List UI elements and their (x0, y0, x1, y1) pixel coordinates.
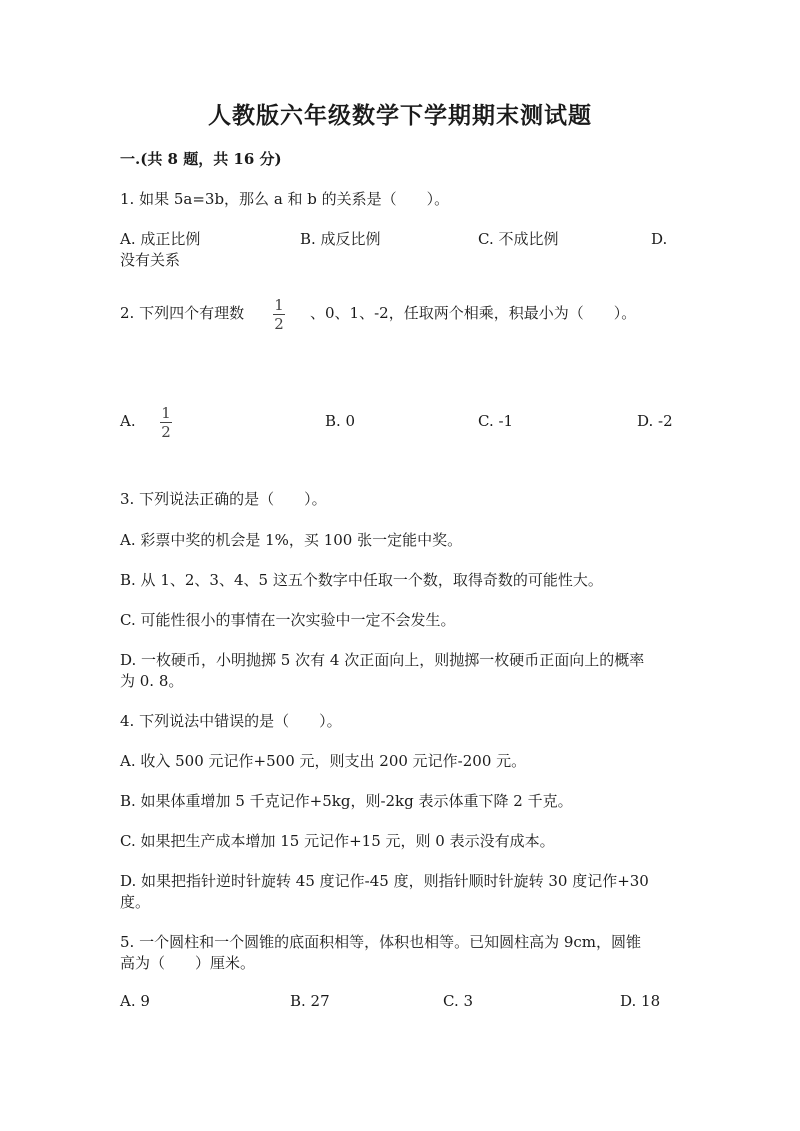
question-4-option-c: C. 如果把生产成本增加 15 元记作+15 元，则 0 表示没有成本。 (120, 832, 555, 850)
question-4-stem: 4. 下列说法中错误的是（ ）。 (120, 712, 342, 730)
question-1-option-d: D. (651, 230, 668, 248)
question-1-option-a: A. 成正比例 (120, 230, 201, 248)
question-5-option-d: D. 18 (620, 992, 661, 1010)
fraction-denominator: 2 (274, 315, 284, 333)
question-3-option-c: C. 可能性很小的事情在一次实验中一定不会发生。 (120, 611, 456, 629)
question-1-option-c: C. 不成比例 (478, 230, 559, 248)
fraction-numerator: 1 (274, 296, 284, 314)
section-heading: 一.(共 8 题，共 16 分) (120, 150, 282, 168)
question-4-option-b: B. 如果体重增加 5 千克记作+5kg，则-2kg 表示体重下降 2 千克。 (120, 792, 573, 810)
question-5-option-a: A. 9 (120, 992, 150, 1010)
question-4-option-a: A. 收入 500 元记作+500 元，则支出 200 元记作-200 元。 (120, 752, 527, 770)
question-2-stem-end: 、0、1、-2，任取两个相乘，积最小为（ ）。 (310, 304, 637, 322)
fraction-numerator: 1 (161, 404, 171, 422)
question-2-option-a-fraction (160, 405, 172, 440)
question-5-option-c: C. 3 (443, 992, 474, 1010)
question-2-stem-start: 2. 下列四个有理数 (120, 304, 245, 322)
question-3-option-a: A. 彩票中奖的机会是 1%，买 100 张一定能中奖。 (120, 531, 463, 549)
page-title: 人教版六年级数学下学期期末测试题 (208, 102, 592, 129)
question-2-option-d: D. -2 (637, 412, 673, 430)
question-5-stem: 5. 一个圆柱和一个圆锥的底面积相等，体积也相等。已知圆柱高为 9cm，圆锥 (120, 933, 642, 951)
question-5-stem-wrap: 高为（ ）厘米。 (120, 954, 256, 972)
question-3-option-b: B. 从 1、2、3、4、5 这五个数字中任取一个数，取得奇数的可能性大。 (120, 571, 603, 589)
question-2-fraction (273, 297, 285, 332)
question-2-option-b: B. 0 (325, 412, 356, 430)
question-4-option-d: D. 如果把指针逆时针旋转 45 度记作-45 度，则指针顺时针旋转 30 度记作+30 (120, 872, 649, 890)
question-5-option-b: B. 27 (290, 992, 330, 1010)
question-2-option-a-label: A. (120, 412, 136, 430)
question-2-option-c: C. -1 (478, 412, 514, 430)
question-4-option-d-wrap: 度。 (120, 893, 151, 911)
question-3-option-d: D. 一枚硬币，小明抛掷 5 次有 4 次正面向上，则抛掷一枚硬币正面向上的概率 (120, 651, 645, 669)
fraction-denominator: 2 (161, 423, 171, 441)
question-1-stem: 1. 如果 5a=3b，那么 a 和 b 的关系是（ ）。 (120, 190, 450, 208)
question-1-option-b: B. 成反比例 (300, 230, 381, 248)
question-3-stem: 3. 下列说法正确的是（ ）。 (120, 490, 327, 508)
question-1-option-d-wrap: 没有关系 (120, 251, 181, 269)
question-3-option-d-wrap: 为 0. 8。 (120, 672, 184, 690)
